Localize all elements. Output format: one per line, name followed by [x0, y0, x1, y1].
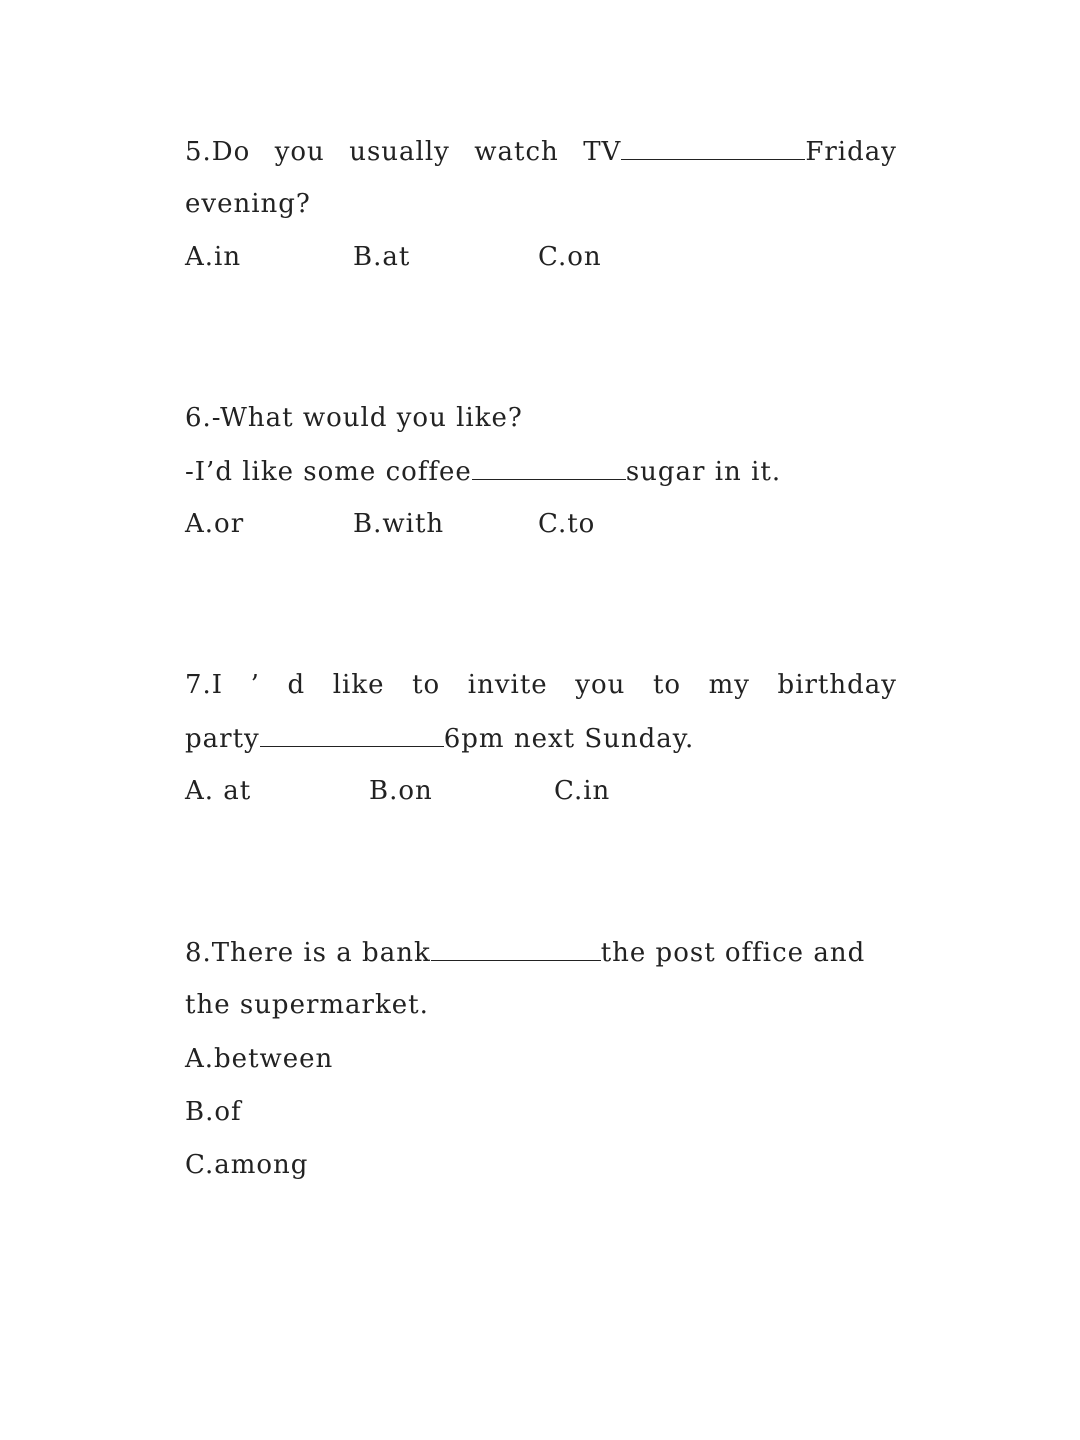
- option-a[interactable]: A.between: [185, 1044, 334, 1074]
- q5-word: usually: [349, 137, 450, 167]
- option-b[interactable]: B.of: [185, 1097, 242, 1127]
- question-5-line-2: evening?: [185, 189, 311, 219]
- question-6-line-2: [185, 451, 897, 491]
- q5-blank-group: [583, 131, 897, 172]
- q7-word: to: [412, 670, 441, 700]
- option-a[interactable]: A. at: [185, 776, 252, 806]
- q5-word: TV: [583, 137, 622, 167]
- option-c[interactable]: C.on: [538, 242, 602, 272]
- question-8-line-1: [185, 932, 897, 972]
- answer-blank[interactable]: [472, 451, 626, 480]
- q7-word: you: [575, 670, 626, 700]
- question-5-line-1: [185, 131, 897, 171]
- answer-blank[interactable]: [621, 131, 805, 160]
- answer-blank[interactable]: [260, 718, 444, 747]
- option-c[interactable]: C.in: [554, 776, 611, 806]
- q7-word: 7.I: [185, 670, 224, 700]
- question-8-line-2: the supermarket.: [185, 990, 429, 1020]
- question-6-line-1: 6.-What would you like?: [185, 403, 523, 433]
- q7-word: birthday: [777, 670, 897, 700]
- answer-blank[interactable]: [431, 932, 601, 961]
- q6-text: sugar in it.: [625, 457, 782, 487]
- q5-word: Friday: [805, 137, 897, 167]
- q6-text: -I’d like some coffee: [185, 457, 472, 487]
- question-7-line-1: [185, 665, 897, 705]
- q7-word: d: [287, 670, 306, 700]
- option-b[interactable]: B.on: [369, 776, 433, 806]
- option-c[interactable]: C.to: [538, 509, 596, 539]
- q8-text: 8.There is a bank: [185, 938, 431, 968]
- q7-word: to: [652, 670, 682, 700]
- q7-text: party: [185, 724, 260, 754]
- q5-word: watch: [474, 137, 559, 167]
- q5-word: 5.Do: [185, 137, 251, 167]
- option-b[interactable]: B.with: [353, 509, 445, 539]
- q7-word: ’: [250, 670, 260, 700]
- question-7-line-2: [185, 718, 897, 758]
- q7-word: like: [332, 670, 385, 700]
- option-a[interactable]: A.in: [185, 242, 242, 272]
- q8-text: the post office and: [600, 938, 866, 968]
- q5-word: you: [274, 137, 325, 167]
- option-b[interactable]: B.at: [353, 242, 411, 272]
- q7-text: 6pm next Sunday.: [443, 724, 695, 754]
- option-c[interactable]: C.among: [185, 1150, 309, 1180]
- q7-word: my: [708, 670, 750, 700]
- option-a[interactable]: A.or: [185, 509, 245, 539]
- q7-word: invite: [467, 670, 548, 700]
